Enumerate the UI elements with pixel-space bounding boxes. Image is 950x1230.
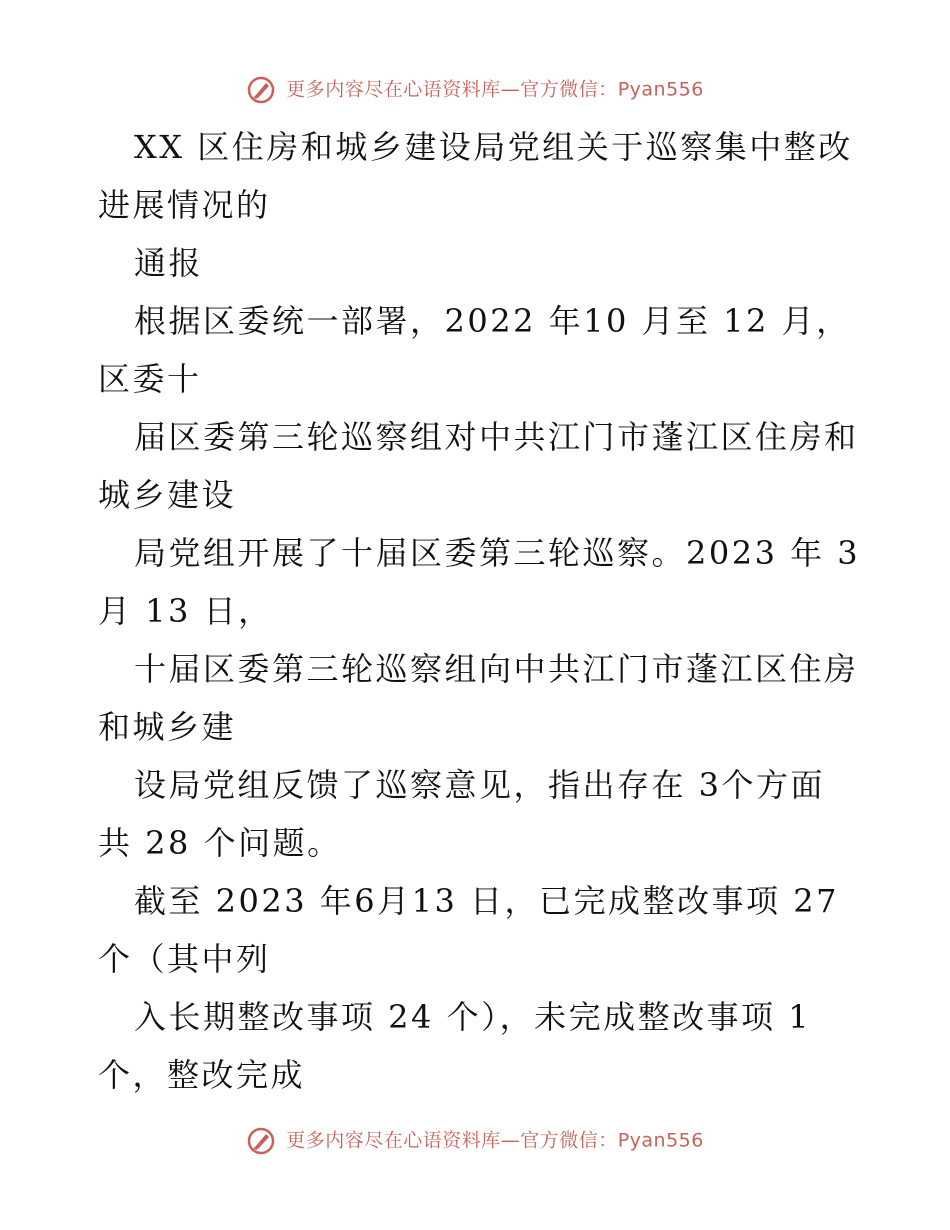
text-line: 月 13 日， [98, 592, 273, 630]
watermark-text: 更多内容尽在心语资料库—官方微信：Pyan556 [286, 1129, 704, 1152]
text-line: 进展情况的 [98, 186, 271, 224]
pen-nib-logo-icon [246, 1126, 276, 1156]
text-line: 设局党组反馈了巡察意见，指出存在 3个方面 [134, 766, 826, 804]
text-line: 局党组开展了十届区委第三轮巡察。2023 年 3 [134, 534, 861, 572]
pen-nib-logo-icon [246, 75, 276, 105]
text-line: 个（其中列 [98, 940, 271, 978]
text-line: 入长期整改事项 24 个），未完成整改事项 1 [134, 998, 812, 1036]
document-body [98, 118, 861, 1104]
text-line: 截至 2023 年6月13 日，已完成整改事项 27 [134, 882, 839, 920]
text-line: 个，整改完成 [98, 1056, 306, 1094]
text-line: 根据区委统一部署，2022 年10 月至 12 月， [134, 302, 851, 340]
header-watermark [0, 74, 950, 104]
footer-watermark [0, 1125, 950, 1155]
text-line: 十届区委第三轮巡察组向中共江门市蓬江区住房 [134, 650, 859, 688]
text-line: 届区委第三轮巡察组对中共江门市蓬江区住房和 [134, 418, 859, 456]
text-line: 和城乡建 [98, 708, 237, 746]
text-line: 共 28 个问题。 [98, 824, 342, 862]
text-line: 城乡建设 [98, 476, 237, 514]
text-line: 通报 [134, 244, 204, 282]
text-line: 区委十 [98, 360, 202, 398]
watermark-text: 更多内容尽在心语资料库—官方微信：Pyan556 [286, 78, 704, 101]
text-line: XX 区住房和城乡建设局党组关于巡察集中整改 [134, 128, 853, 166]
